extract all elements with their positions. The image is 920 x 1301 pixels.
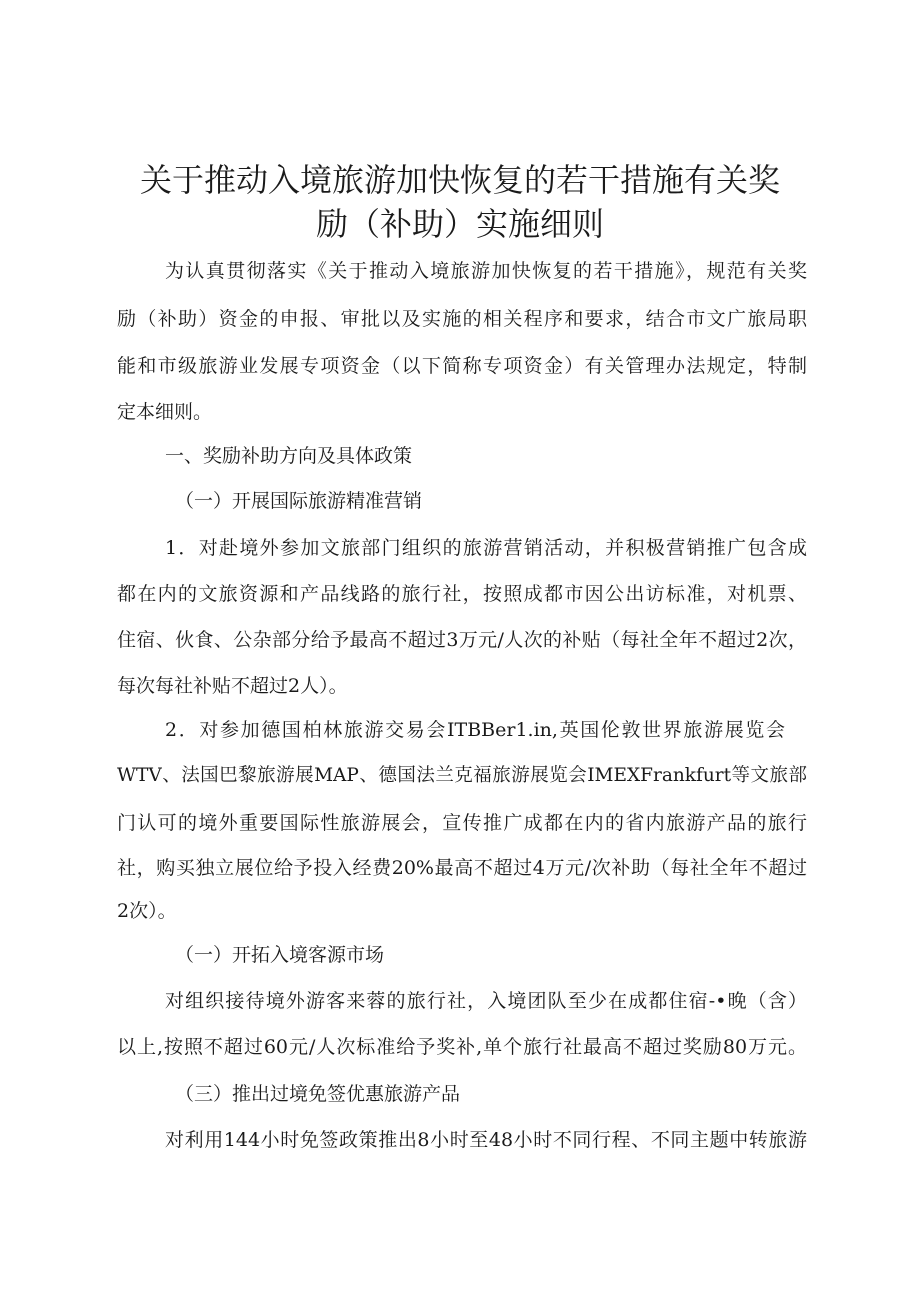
intro-line-1: 为认真贯彻落实《关于推动入境旅游加快恢复的若干措施》，规范有关奖 [165, 260, 807, 282]
item-1-line-2: 都在内的文旅资源和产品线路的旅行社，按照成都市因公出访标准，对机票、 [117, 583, 807, 605]
item-2-line-1: 2．对参加德国柏林旅游交易会ITBBer1.in,英国伦敦世界旅游展览会 [165, 719, 785, 741]
item-1-line-4: 每次每社补贴不超过2人）。 [117, 675, 348, 697]
intro-line-3: 能和市级旅游业发展专项资金（以下简称专项资金）有关管理办法规定，特制 [117, 355, 807, 377]
item-2-line-4: 社，购买独立展位给予投入经费20%最高不超过4万元/次补助（每社全年不超过 [117, 857, 807, 879]
document-title-line-2: 励（补助）实施细则 [315, 205, 604, 243]
item-1-line-3: 住宿、伙食、公杂部分给予最高不超过3万元/人次的补贴（每社全年不超过2次， [117, 629, 807, 651]
item-4-line-1: 对利用144小时免签政策推出8小时至48小时不同行程、不同主题中转旅游 [165, 1129, 807, 1151]
item-3-line-2: 以上,按照不超过60元/人次标准给予奖补,单个旅行社最高不超过奖励80万元。 [117, 1036, 807, 1058]
subsection-1-heading: （一）开展国际旅游精准营销 [175, 490, 423, 512]
item-2-line-3: 门认可的境外重要国际性旅游展会，宣传推广成都在内的省内旅游产品的旅行 [117, 812, 807, 834]
subsection-2-heading: （一）开拓入境客源市场 [175, 944, 385, 966]
item-2-line-2: WTV、法国巴黎旅游展MAP、德国法兰克福旅游展览会IMEXFrankfurt等文旅部 [117, 765, 807, 786]
document-title-line-1: 关于推动入境旅游加快恢复的若干措施有关奖 [139, 161, 780, 199]
item-2-line-5: 2次）。 [117, 900, 177, 922]
intro-line-2: 励（补助）资金的申报、审批以及实施的相关程序和要求，结合市文广旅局职 [117, 308, 807, 330]
item-3-line-1: 对组织接待境外游客来蓉的旅行社，入境团队至少在成都住宿-•晚（含） [165, 990, 807, 1012]
subsection-3-heading: （三）推出过境免签优惠旅游产品 [175, 1083, 461, 1105]
item-1-line-1: 1．对赴境外参加文旅部门组织的旅游营销活动，并积极营销推广包含成 [165, 537, 807, 559]
section-1-heading: 一、奖励补助方向及具体政策 [165, 445, 413, 467]
intro-line-4: 定本细则。 [117, 401, 213, 423]
